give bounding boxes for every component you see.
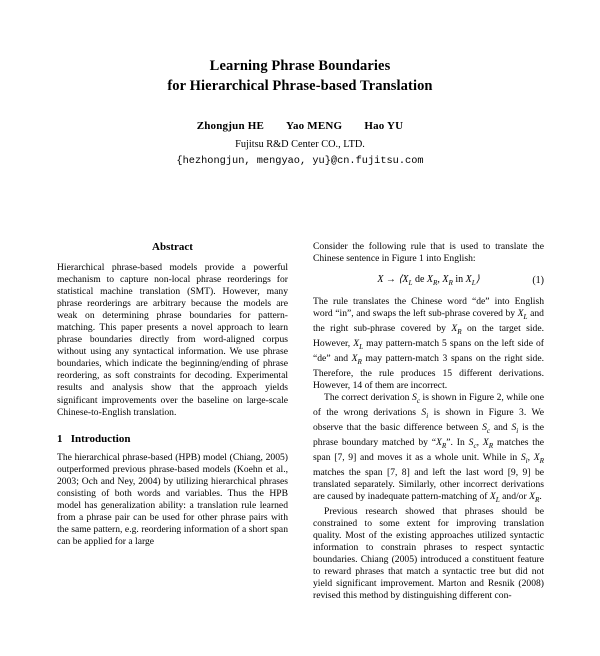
paper-page <box>0 56 600 656</box>
title-line-2: for Hierarchical Phrase-based Translation <box>167 78 433 94</box>
right-paragraph-1: Consider the following rule that is used to translate the Chinese sentence in Figure 1 into English: <box>313 241 544 265</box>
abstract-heading: Abstract <box>152 241 193 253</box>
title-line-1: Learning Phrase Boundaries <box>209 58 391 74</box>
right-paragraph-3: The correct derivation $S_c$ is shown in Figure 2, while one of the wrong derivations $S_i$ is shown in Figure 3. We observe that the basic difference between $S_c$ and $S_i$ is the phrase boundary matched by “$X_R$”. In $S_c$, $X_R$ matches the span [7, 9] and moves it as a whole unit. While in $S_i$, $X_R$ matches the span [7, 8] and left the last word [9, 9] be translated separately. Similarly, other incorrect derivations are caused by inadequate pattern-matching of $X_L$ and/or $X_R$. <box>313 392 545 504</box>
right-paragraph-4: Previous research showed that phrases should be constrained to some extent for improving translation quality. Most of the existing approaches utilized syntactic information to constrain phrases to respect syntactic boundaries. Chiang (2005) introduced a constituent feature to reward phrases that match a syntactic tree but did not yield significant improvement. Marton and Resnik (2008) revised this method by distinguishing different con- <box>313 505 544 602</box>
author-list <box>0 120 600 132</box>
introduction-title: Introduction <box>70 432 131 445</box>
equation-body: $X \to ⟨X_L$ de $X_R$, $X_R$ in $X_L⟩$ <box>377 274 480 288</box>
author-3: Hao YU <box>364 120 404 132</box>
left-column <box>57 241 288 602</box>
equation-number: (1) <box>532 275 544 287</box>
right-column <box>313 241 544 602</box>
paper-title <box>0 56 600 96</box>
introduction-heading <box>57 433 288 445</box>
equation-1 <box>313 274 544 287</box>
abstract-text: Hierarchical phrase-based models provide a powerful mechanism to capture non-local phrase reorderings for statistical machine translation (SMT). However, many phrase reorderings are arbitrary because the models are weak on determining phrase boundaries for pattern-matching. This paper presents a novel approach to learn phrase boundaries directly from word-aligned corpus without using any syntactical information. We use phrase boundaries, which indicate the beginning/ending of phrase reordering, as soft constraints for decoding. Experimental results and analysis show that the approach yields significant improvements over the baseline on large-scale Chinese-to-English translation. <box>57 262 288 418</box>
author-2: Yao MENG <box>286 120 343 132</box>
right-paragraph-2: The rule translates the Chinese word “de” into English word “in”, and swaps the left sub-phrase covered by $X_L$ and the right sub-phrase covered by $X_R$ on the target side. However, $X_L$ may pattern-match 5 spans on the left side of “de” and $X_R$ may pattern-match 3 spans on the right side. Therefore, the rule produces 15 different derivations. However, 14 of them are incorrect. <box>313 296 544 391</box>
body-columns <box>57 241 545 602</box>
affiliation: Fujitsu R&D Center CO., LTD. <box>235 139 365 150</box>
introduction-number: 1 <box>57 432 63 445</box>
contact-email: {hezhongjun, mengyao, yu}@cn.fujitsu.com <box>176 155 424 167</box>
author-1: Zhongjun HE <box>196 120 265 132</box>
introduction-paragraph-1: The hierarchical phrase-based (HPB) model (Chiang, 2005) outperformed previous phrase-based models (Koehn et al., 2003; Och and Ney, 2004) by utilizing hierarchical phrases consisting of both words and variables. Thus the HPB model has generalization ability: a translation rule learned from a phrase pair can be used for other phrase pairs with the same pattern, e.g. reordering information of a short span can be applied for a large <box>57 451 288 547</box>
